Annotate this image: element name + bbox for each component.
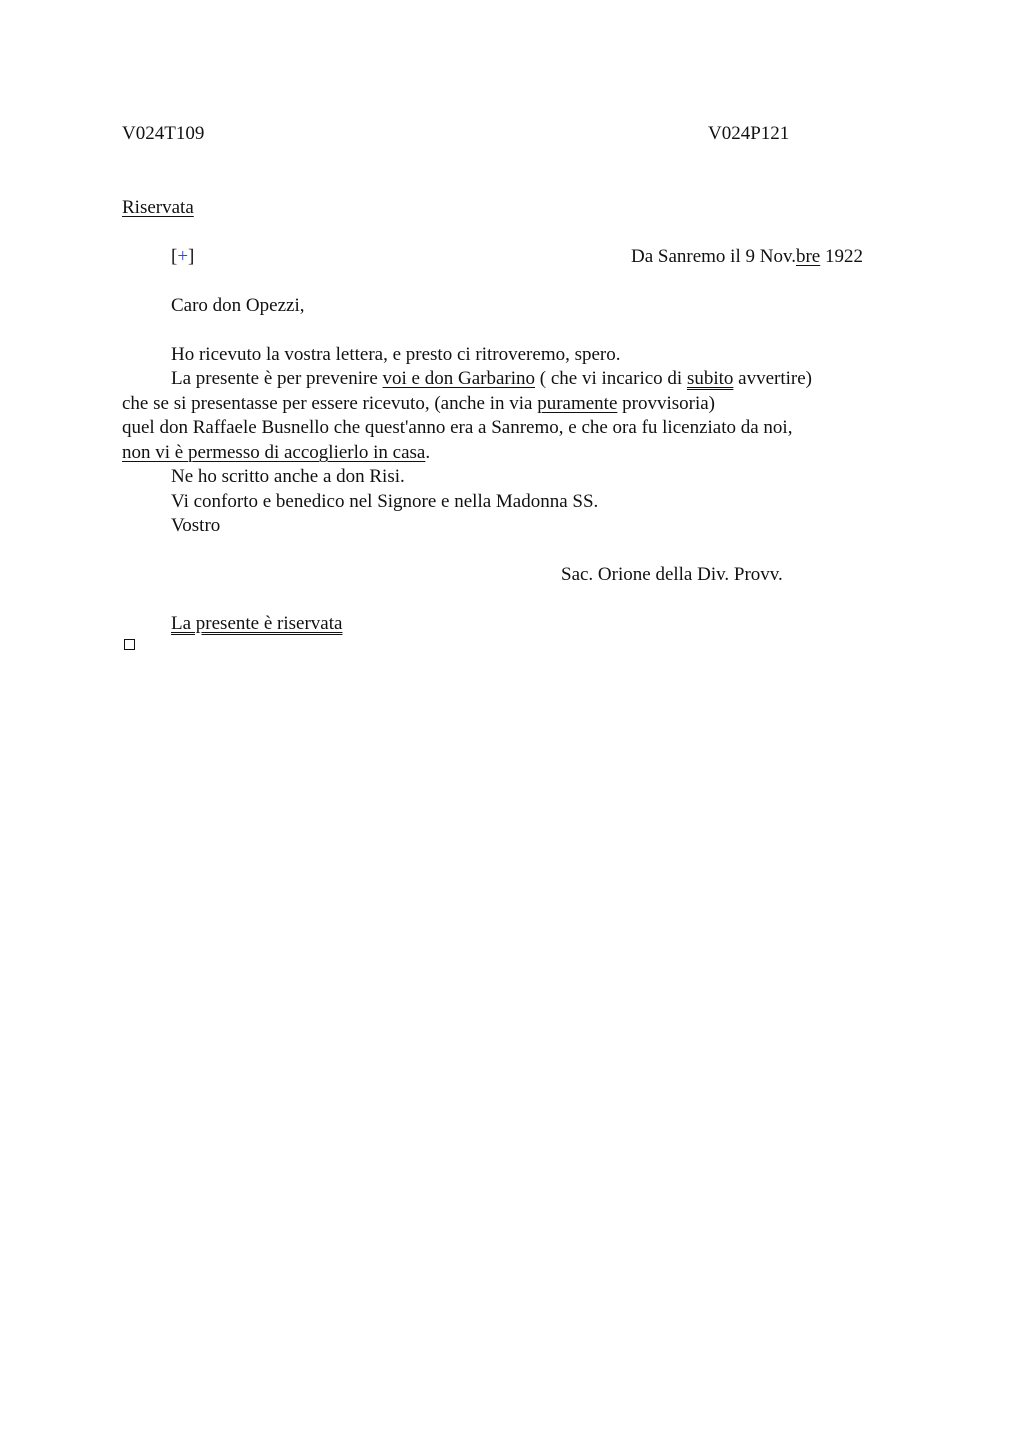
body-line-3-text-a: che se si presentasse per essere ricevuto, (anche in via — [122, 393, 538, 414]
date-bre: bre — [795, 246, 821, 267]
document-code-left: V024T109 — [122, 123, 205, 144]
body-line-5-underlined: non vi è permesso di accoglierlo in casa — [122, 442, 426, 463]
bracket-close: ] — [188, 246, 195, 267]
date-line — [631, 245, 863, 269]
body-line-1: Ho ricevuto la vostra lettera, e presto ci ritroveremo, spero. — [171, 344, 621, 365]
salutation: Caro don Opezzi, — [171, 295, 305, 316]
body-line-8: Vostro — [171, 515, 221, 536]
date-year: 1922 — [820, 246, 863, 267]
document-code-right: V024P121 — [708, 123, 790, 144]
bracket-note — [171, 245, 194, 269]
signature: Sac. Orione della Div. Provv. — [561, 564, 783, 585]
body-line-7: Vi conforto e benedico nel Signore e nella Madonna SS. — [171, 491, 599, 512]
checkbox-square-icon — [124, 639, 135, 650]
body-line-6: Ne ho scritto anche a don Risi. — [171, 466, 405, 487]
body-line-5-end: . — [425, 442, 431, 463]
body-line-4: quel don Raffaele Busnello che quest'anno era a Sanremo, e che ora fu licenziato da noi, — [122, 417, 793, 438]
body-line-2-text-a: La presente è per prevenire — [171, 368, 383, 389]
body-line-2-text-c: avvertire) — [733, 368, 812, 389]
body-line-2-underlined-1: voi e don Garbarino — [382, 368, 535, 389]
body-line-2-text-b: ( che vi incarico di — [535, 368, 687, 389]
body-line-2-underlined-2: subito — [686, 368, 734, 389]
riservata-label: Riservata — [122, 197, 194, 218]
body-line-2 — [171, 367, 812, 391]
postscript: La presente è riservata — [171, 613, 343, 634]
date-prefix: Da Sanremo il 9 Nov. — [630, 246, 796, 267]
plus-mark: + — [177, 246, 189, 267]
body-line-3-underlined: puramente — [537, 393, 618, 414]
body-line-5 — [122, 441, 430, 465]
body-line-3-text-b: provvisoria) — [617, 393, 715, 414]
bracket-open: [ — [171, 246, 178, 267]
body-line-3 — [122, 392, 715, 416]
